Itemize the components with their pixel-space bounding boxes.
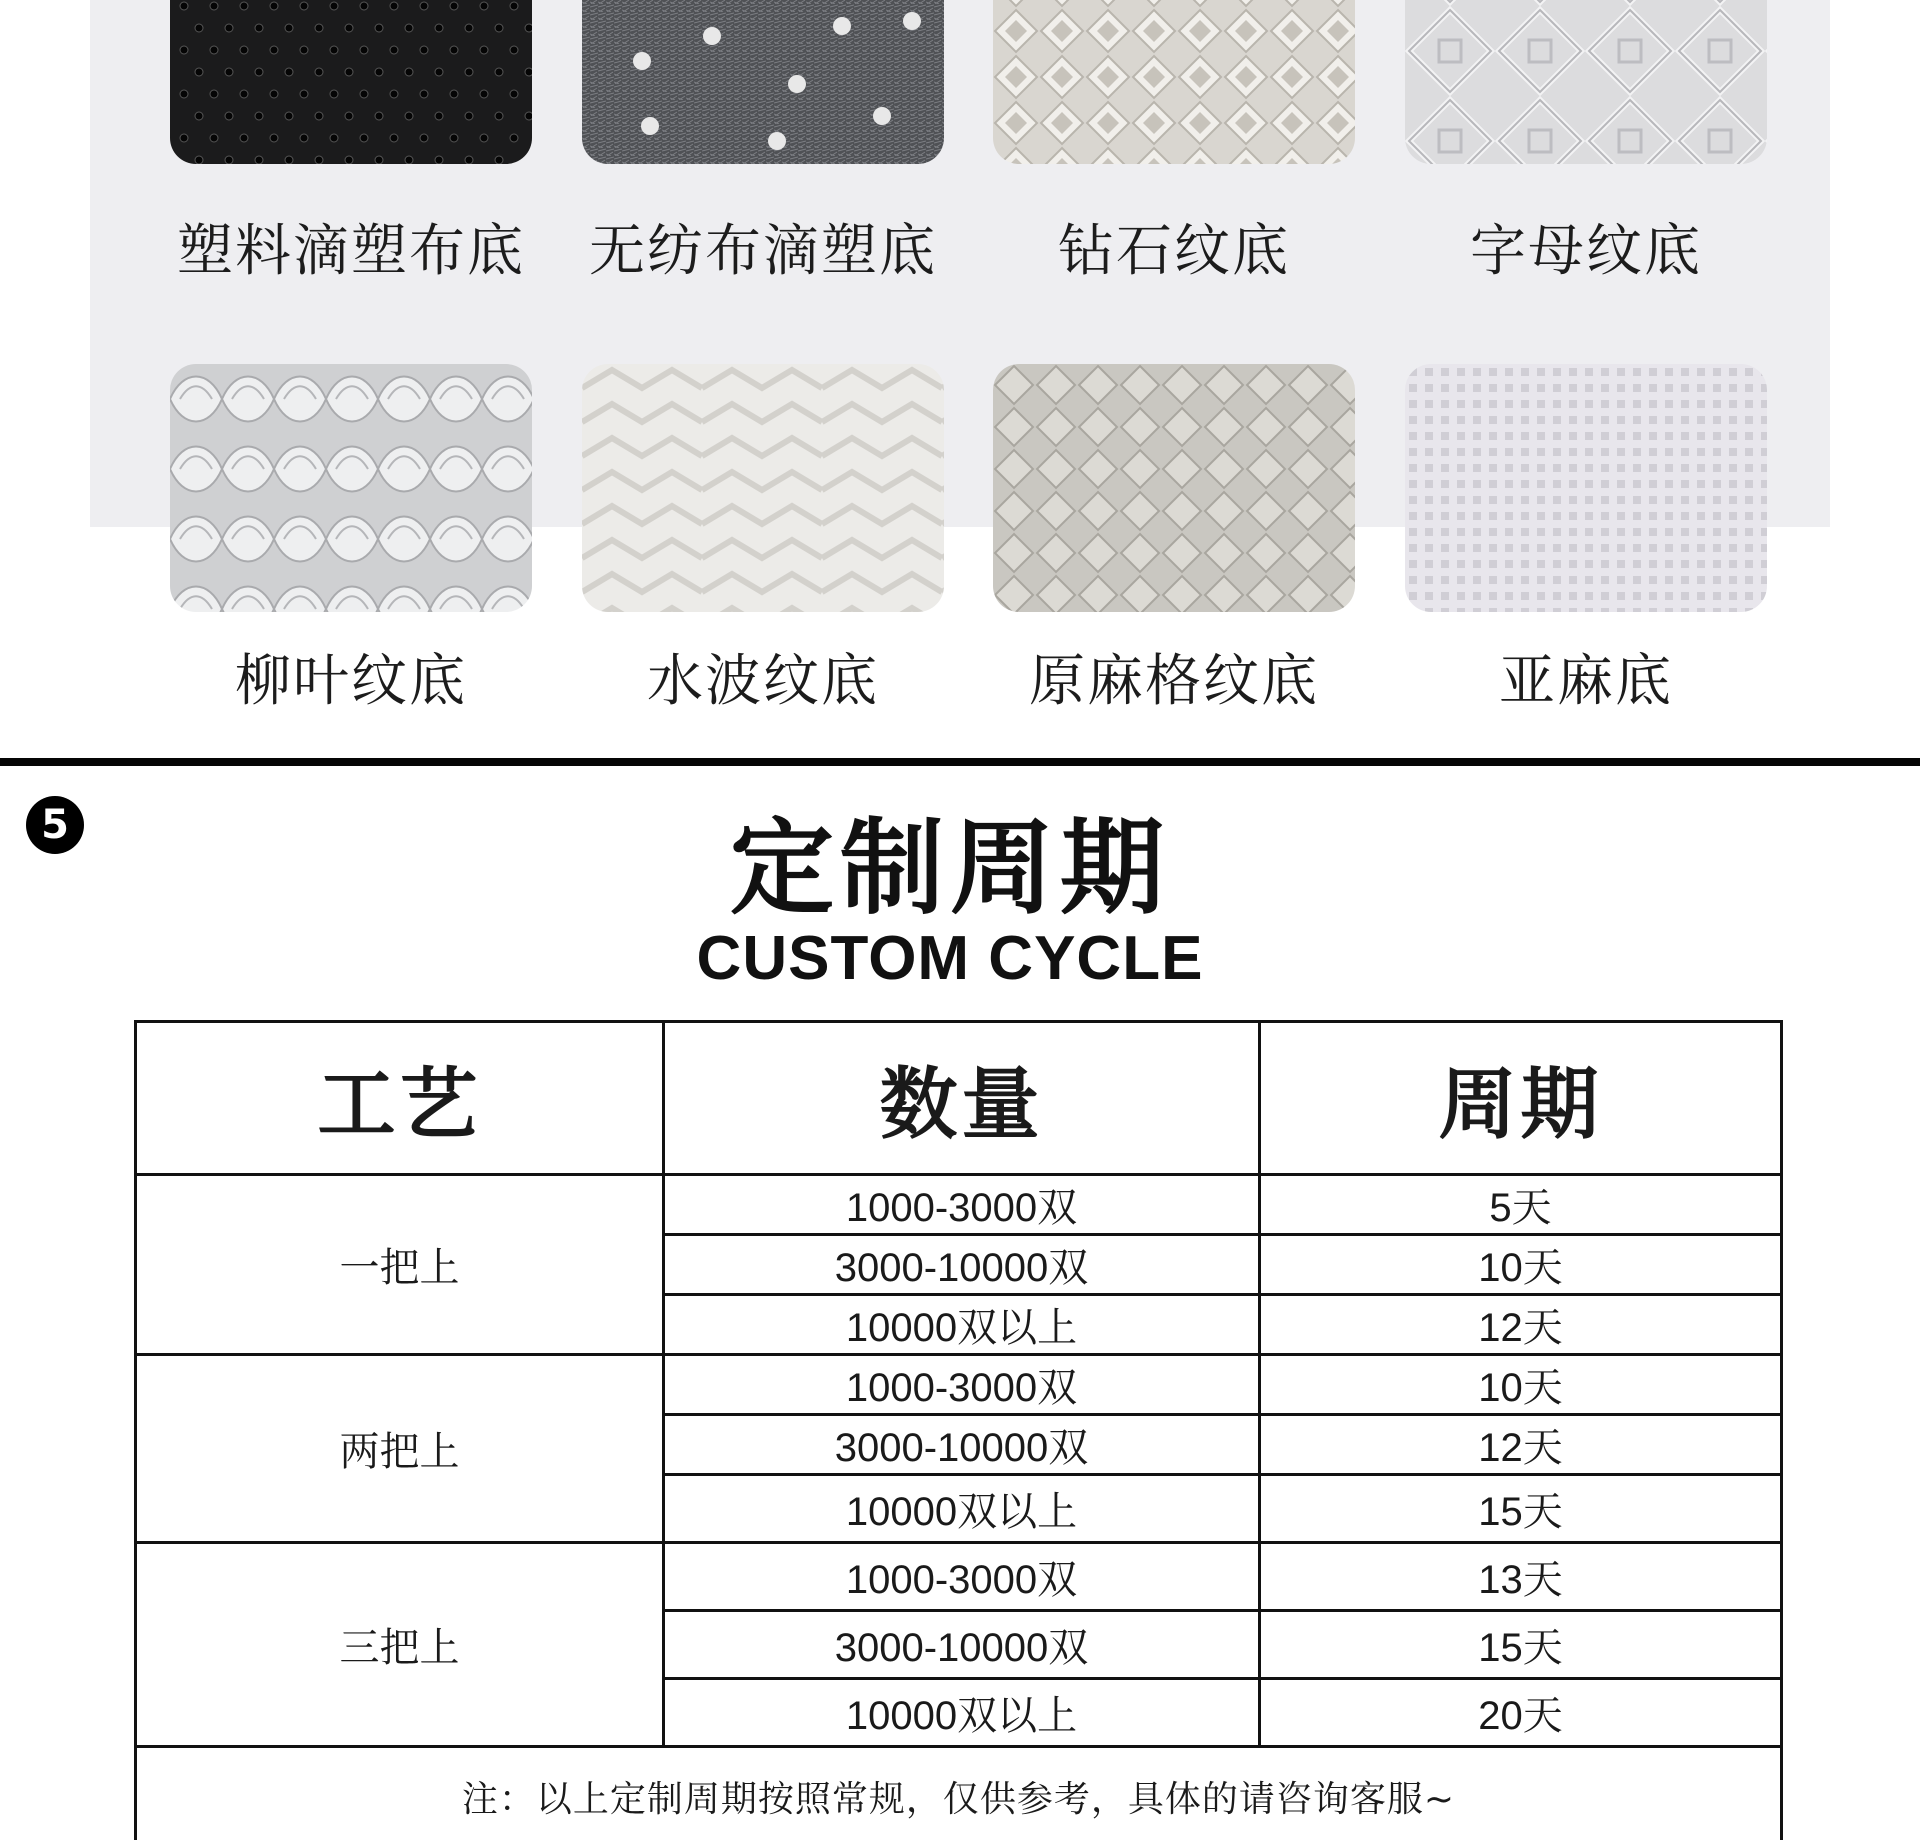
texture-dot [525, 68, 532, 76]
texture-dot [375, 156, 383, 164]
texture-dot [495, 68, 503, 76]
period-cell: 15天 [1260, 1475, 1782, 1543]
texture-dot [525, 24, 532, 32]
table-row [136, 1175, 1782, 1235]
cycle-table [134, 1020, 1783, 1840]
swatch-linen-grid [993, 364, 1355, 612]
texture-dot [510, 90, 518, 98]
period-cell: 10天 [1260, 1235, 1782, 1295]
texture-dot [285, 156, 293, 164]
texture-dot [240, 134, 248, 142]
texture-dot [330, 90, 338, 98]
quantity-cell: 3000-10000双 [664, 1235, 1260, 1295]
felt-dot-texture [582, 0, 944, 164]
texture-dot [225, 24, 233, 32]
quantity-cell: 3000-10000双 [664, 1415, 1260, 1475]
texture-dot [210, 134, 218, 142]
texture-dot [465, 156, 473, 164]
texture-dot [360, 90, 368, 98]
texture-dot [345, 156, 353, 164]
texture-dot [510, 2, 518, 10]
process-cell: 三把上 [136, 1543, 664, 1747]
texture-dot [360, 46, 368, 54]
texture-dot [270, 2, 278, 10]
texture-dot [420, 90, 428, 98]
willow-texture [170, 364, 532, 612]
texture-dot [480, 2, 488, 10]
texture-dot [390, 90, 398, 98]
table-note-row [136, 1747, 1782, 1840]
swatch-label-7: 原麻格纹底 [1029, 649, 1319, 714]
diamond-texture [993, 0, 1355, 164]
texture-dot [450, 46, 458, 54]
waffle-texture [1405, 364, 1767, 612]
texture-dot [240, 90, 248, 98]
swatch-label-3: 钻石纹底 [1058, 219, 1290, 284]
swatch-willow [170, 364, 532, 612]
texture-dot [360, 134, 368, 142]
quantity-cell: 1000-3000双 [664, 1543, 1260, 1611]
swatch-letter [1405, 0, 1767, 164]
texture-dot [300, 46, 308, 54]
texture-dot [345, 68, 353, 76]
chevron-texture [582, 364, 944, 612]
texture-dot [255, 112, 263, 120]
period-cell: 20天 [1260, 1679, 1782, 1747]
swatch-label-1: 塑料滴塑布底 [177, 219, 525, 284]
texture-dot [300, 2, 308, 10]
texture-dot [180, 46, 188, 54]
texture-dot [495, 156, 503, 164]
texture-dot [270, 90, 278, 98]
swatch-label-6: 水波纹底 [647, 649, 879, 714]
texture-dot [390, 134, 398, 142]
swatch-diamond [993, 0, 1355, 164]
texture-dot [510, 46, 518, 54]
swatch-label-4: 字母纹底 [1470, 219, 1702, 284]
texture-dot [420, 46, 428, 54]
quantity-cell: 1000-3000双 [664, 1355, 1260, 1415]
texture-dot [510, 134, 518, 142]
period-cell: 12天 [1260, 1415, 1782, 1475]
table-note: 注：以上定制周期按照常规，仅供参考，具体的请咨询客服~ [136, 1747, 1782, 1840]
texture-dot [240, 46, 248, 54]
table-header-row [136, 1022, 1782, 1175]
texture-dot [450, 134, 458, 142]
texture-dot [315, 68, 323, 76]
texture-dot [270, 46, 278, 54]
texture-dot [180, 90, 188, 98]
swatch-label-5: 柳叶纹底 [235, 649, 467, 714]
texture-dot [315, 156, 323, 164]
texture-dot [315, 112, 323, 120]
texture-dot [450, 2, 458, 10]
process-cell: 两把上 [136, 1355, 664, 1543]
texture-dot [420, 2, 428, 10]
texture-dot [435, 24, 443, 32]
texture-dot [195, 112, 203, 120]
texture-dot [255, 68, 263, 76]
texture-dot [480, 46, 488, 54]
texture-dot [375, 68, 383, 76]
texture-dot [450, 90, 458, 98]
texture-dot [435, 156, 443, 164]
texture-dot [300, 90, 308, 98]
texture-dot [210, 2, 218, 10]
period-cell: 10天 [1260, 1355, 1782, 1415]
swatch-plastic-dot [170, 0, 532, 164]
texture-dot [480, 134, 488, 142]
texture-dot [405, 68, 413, 76]
texture-dot [345, 24, 353, 32]
texture-dot [495, 112, 503, 120]
texture-dot [465, 24, 473, 32]
swatch-label-2: 无纺布滴塑底 [589, 219, 937, 284]
texture-dot [525, 112, 532, 120]
texture-dot [435, 68, 443, 76]
texture-dot [255, 156, 263, 164]
texture-dot [255, 24, 263, 32]
texture-dot [345, 112, 353, 120]
step-number-badge: 5 [26, 796, 84, 854]
swatch-label-8: 亚麻底 [1499, 649, 1673, 714]
texture-dot [285, 24, 293, 32]
texture-dot [360, 2, 368, 10]
texture-dot [375, 112, 383, 120]
texture-dot [195, 24, 203, 32]
period-cell: 5天 [1260, 1175, 1782, 1235]
swatch-water-wave [582, 364, 944, 612]
period-cell: 13天 [1260, 1543, 1782, 1611]
header-period: 周期 [1260, 1022, 1782, 1175]
table-row [136, 1355, 1782, 1415]
texture-dot [390, 46, 398, 54]
texture-dot [330, 134, 338, 142]
texture-dot [390, 2, 398, 10]
texture-dot [495, 24, 503, 32]
quantity-cell: 10000双以上 [664, 1679, 1260, 1747]
texture-dot [195, 156, 203, 164]
quantity-cell: 1000-3000双 [664, 1175, 1260, 1235]
cycle-table-wrap [134, 1020, 1780, 1840]
swatch-nonwoven-dot [582, 0, 944, 164]
header-quantity: 数量 [664, 1022, 1260, 1175]
letter-texture [1405, 0, 1767, 164]
linen-grid-texture [993, 364, 1355, 612]
quantity-cell: 10000双以上 [664, 1295, 1260, 1355]
texture-dot [225, 68, 233, 76]
texture-dot [480, 90, 488, 98]
section-title: 定制周期 [729, 807, 1170, 929]
quantity-cell: 3000-10000双 [664, 1611, 1260, 1679]
texture-dot [180, 2, 188, 10]
texture-dot [195, 68, 203, 76]
texture-dot [225, 156, 233, 164]
period-cell: 12天 [1260, 1295, 1782, 1355]
black-dot-texture [170, 0, 532, 164]
texture-dot [210, 90, 218, 98]
texture-dot [210, 46, 218, 54]
texture-dot [315, 24, 323, 32]
texture-dot [300, 134, 308, 142]
section-divider [0, 758, 1920, 766]
texture-dot [420, 134, 428, 142]
texture-dot [465, 68, 473, 76]
texture-dot [285, 112, 293, 120]
period-cell: 15天 [1260, 1611, 1782, 1679]
quantity-cell: 10000双以上 [664, 1475, 1260, 1543]
texture-dot [180, 134, 188, 142]
table-row [136, 1543, 1782, 1611]
texture-dot [240, 2, 248, 10]
texture-dot [465, 112, 473, 120]
texture-dot [435, 112, 443, 120]
texture-dot [405, 156, 413, 164]
texture-dot [330, 46, 338, 54]
section-subtitle: CUSTOM CYCLE [696, 924, 1204, 993]
header-process: 工艺 [136, 1022, 664, 1175]
texture-dot [405, 112, 413, 120]
texture-dot [270, 134, 278, 142]
texture-dot [285, 68, 293, 76]
texture-dot [225, 112, 233, 120]
texture-dot [375, 24, 383, 32]
texture-dot [405, 24, 413, 32]
swatch-linen [1405, 364, 1767, 612]
process-cell: 一把上 [136, 1175, 664, 1355]
texture-dot [330, 2, 338, 10]
